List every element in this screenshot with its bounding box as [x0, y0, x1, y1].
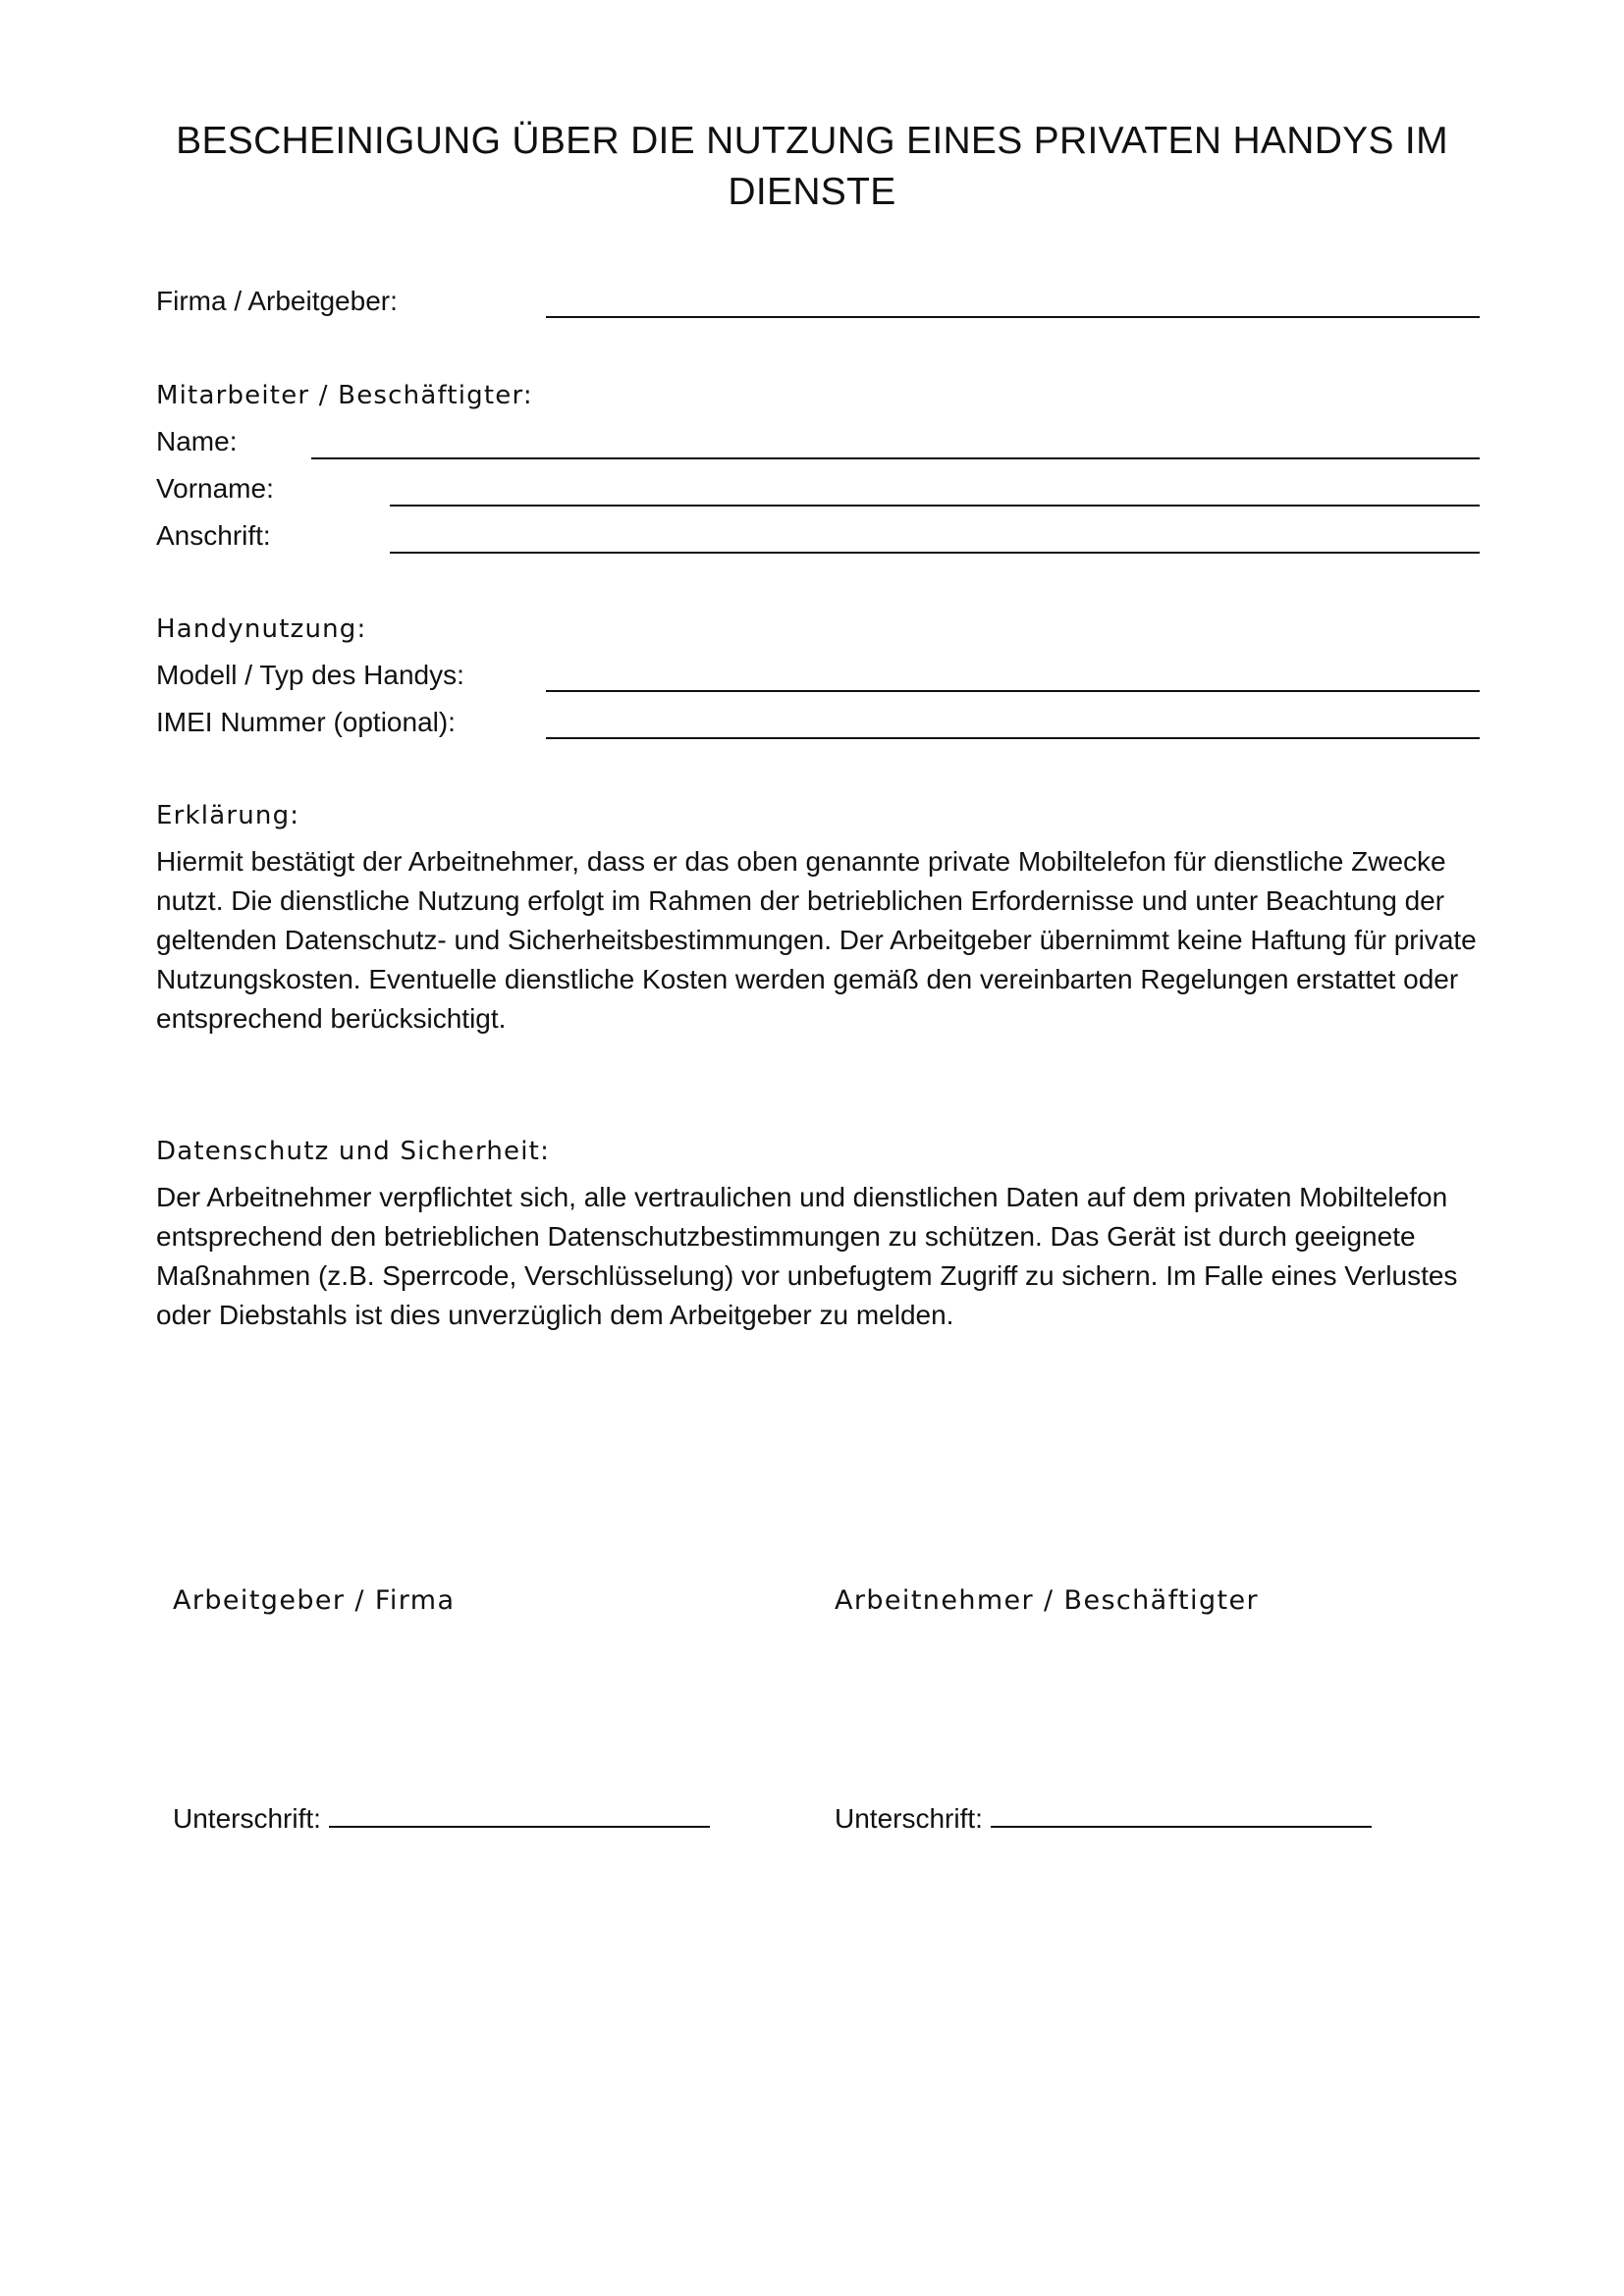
employer-signature-heading: Arbeitgeber / Firma: [173, 1585, 456, 1616]
imei-field[interactable]: [546, 737, 1480, 739]
employee-heading: Mitarbeiter / Beschäftigter:: [156, 381, 533, 410]
privacy-text: Der Arbeitnehmer verpflichtet sich, alle vertraulichen und dienstlichen Daten auf dem privaten Mobiltelefon entsprechend den betrieblichen Datenschutzbestimmungen zu schützen. Das Gerät ist durch geeignete Maßnahmen (z.B. Sperrcode, Verschlüsselung) vor unbefugtem Zugriff zu sichern. Im Falle eines Verlustes oder Diebstahls ist dies unverzüglich dem Arbeitgeber zu melden.: [156, 1182, 1458, 1330]
employer-signature-row: [173, 1802, 710, 1836]
address-label: Anschrift:: [156, 520, 271, 551]
employer-signature-line[interactable]: [329, 1826, 710, 1828]
employee-signature-label: Unterschrift:: [835, 1803, 983, 1834]
declaration-heading: Erklärung:: [156, 801, 300, 830]
firstname-field[interactable]: [390, 505, 1480, 507]
firstname-label: Vorname:: [156, 473, 274, 504]
imei-label: IMEI Nummer (optional):: [156, 707, 456, 737]
address-field[interactable]: [390, 552, 1480, 554]
company-label: Firma / Arbeitgeber:: [156, 286, 398, 316]
phone-heading: Handynutzung:: [156, 614, 367, 644]
phone-model-label: Modell / Typ des Handys:: [156, 660, 464, 690]
name-field[interactable]: [311, 457, 1480, 459]
employee-signature-heading: Arbeitnehmer / Beschäftigter: [835, 1585, 1259, 1616]
declaration-text: Hiermit bestätigt der Arbeitnehmer, dass er das oben genannte private Mobiltelefon für dienstliche Zwecke nutzt. Die dienstliche Nutzung erfolgt im Rahmen der betrieblichen Erfordernisse und unter Beachtung der geltenden Datenschutz- und Sicherheitsbestimmungen. Der Arbeitgeber übernimmt keine Haftung für private Nutzungskosten. Eventuelle dienstliche Kosten werden gemäß den vereinbarten Regelungen erstattet oder entsprechend berücksichtigt.: [156, 846, 1477, 1034]
privacy-heading: Datenschutz und Sicherheit:: [156, 1137, 551, 1166]
name-label: Name:: [156, 426, 238, 456]
company-field[interactable]: [546, 316, 1480, 318]
employee-signature-row: [835, 1802, 1372, 1836]
document-title-line-1: BESCHEINIGUNG ÜBER DIE NUTZUNG EINES PRIVATEN HANDYS IM: [176, 120, 1448, 162]
employee-signature-line[interactable]: [991, 1826, 1372, 1828]
phone-model-field[interactable]: [546, 690, 1480, 692]
employer-signature-label: Unterschrift:: [173, 1803, 321, 1834]
document-title: [0, 116, 1624, 218]
document-title-line-2: DIENSTE: [728, 171, 896, 213]
